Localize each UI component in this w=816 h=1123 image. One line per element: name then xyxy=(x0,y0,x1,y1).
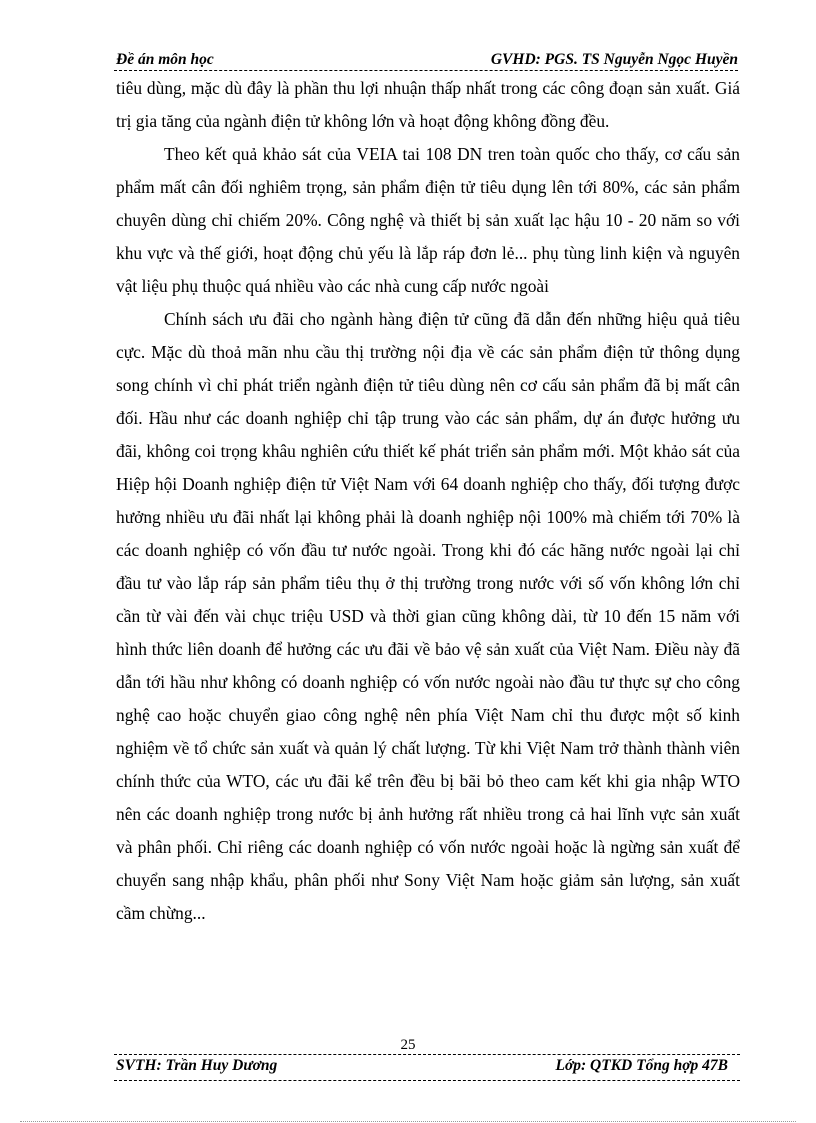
footer-bottom-divider xyxy=(114,1080,740,1081)
footer-student: SVTH: Trần Huy Dương xyxy=(116,1057,278,1074)
page-bottom-edge xyxy=(20,1121,796,1122)
page-number: 25 xyxy=(400,1037,416,1053)
page-header xyxy=(114,48,738,71)
header-course-title: Đề án môn học xyxy=(116,51,214,68)
footer-class: Lớp: QTKD Tổng hợp 47B xyxy=(555,1057,728,1074)
paragraph-3: Chính sách ưu đãi cho ngành hàng điện tử cũng đã dẫn đến những hiệu quả tiêu cực. Mặc dù thoả mãn nhu cầu thị trường nội địa về các sản phẩm điện tử thông dụng song chính vì chỉ phát triển ngành điện tử tiêu dùng nên cơ cấu sản phẩm đã bị mất cân đối. Hầu như các doanh nghiệp chỉ tập trung vào các sản phẩm, dự án được hưởng ưu đãi, không coi trọng khâu nghiên cứu thiết kế phát triển sản phẩm mới. Một khảo sát của Hiệp hội Doanh nghiệp điện tử Việt Nam với 64 doanh nghiệp cho thấy, đối tượng được hưởng nhiều ưu đãi nhất lại không phải là doanh nghiệp nội 100% mà chiếm tới 70% là các doanh nghiệp có vốn đầu tư nước ngoài. Trong khi đó các hãng nước ngoài lại chỉ đầu tư vào lắp ráp sản phẩm tiêu thụ ở thị trường trong nước với số vốn không lớn chỉ cần từ vài đến vài chục triệu USD và thời gian cũng không dài, từ 10 đến 15 năm với hình thức liên doanh để hưởng các ưu đãi về bảo vệ sản xuất của Việt Nam. Điều này đã dẫn tới hầu như không có doanh nghiệp có vốn nước ngoài nào đầu tư thực sự cho công nghệ cao hoặc chuyển giao công nghệ nên phía Việt Nam chỉ thu được một số kinh nghiệm về tổ chức sản xuất và quản lý chất lượng. Từ khi Việt Nam trở thành thành viên chính thức của WTO, các ưu đãi kể trên đều bị bãi bỏ theo cam kết khi gia nhập WTO nên các doanh nghiệp trong nước bị ảnh hưởng rất nhiều trong cả hai lĩnh vực sản xuất và phân phối. Chỉ riêng các doanh nghiệp có vốn nước ngoài hoặc là ngừng sản xuất để chuyển sang nhập khẩu, phân phối như Sony Việt Nam hoặc giảm sản lượng, sản xuất cầm chừng... xyxy=(116,309,740,923)
page-footer xyxy=(114,1057,728,1079)
header-supervisor: GVHD: PGS. TS Nguyễn Ngọc Huyền xyxy=(490,51,738,68)
document-body xyxy=(116,72,740,930)
paragraph-2: Theo kết quả khảo sát của VEIA tai 108 DN tren toàn quốc cho thấy, cơ cấu sản phẩm mất cân đối nghiêm trọng, sản phẩm điện tử tiêu dụng lên tới 80%, các sản phẩm chuyên dùng chỉ chiếm 20%. Công nghệ và thiết bị sản xuất lạc hậu 10 - 20 năm so với khu vực và thế giới, hoạt động chủ yếu là lắp ráp đơn lẻ... phụ tùng linh kiện và nguyên vật liệu phụ thuộc quá nhiều vào các nhà cung cấp nước ngoài xyxy=(116,144,740,296)
footer-divider xyxy=(114,1054,740,1055)
paragraph-1: tiêu dùng, mặc dù đây là phần thu lợi nhuận thấp nhất trong các công đoạn sản xuất. Giá trị gia tăng của ngành điện tử không lớn và hoạt động không đồng đều. xyxy=(116,78,740,131)
